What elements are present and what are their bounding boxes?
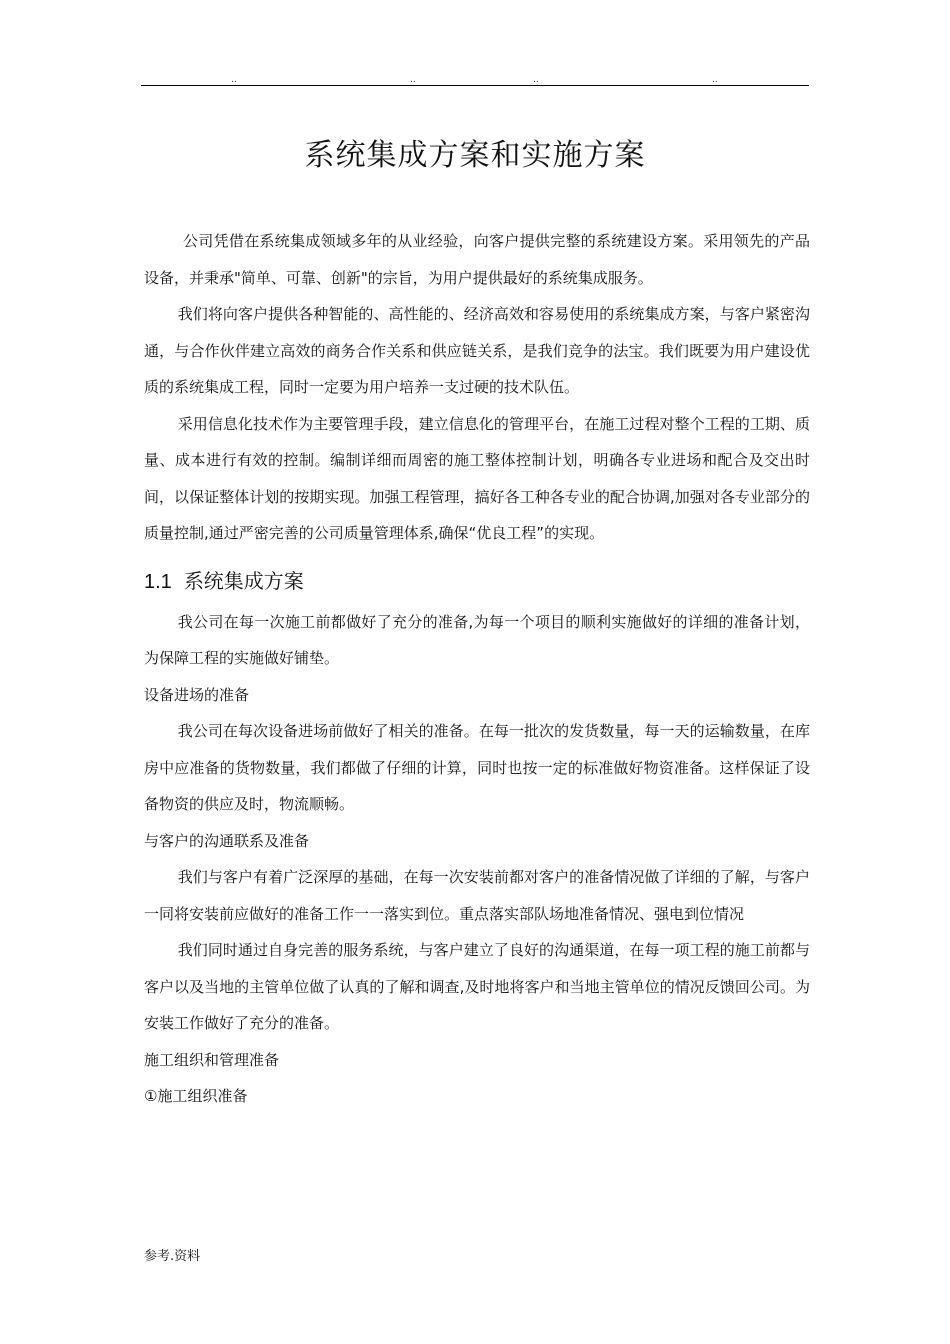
document-body [144,223,810,1115]
document-title: 系统集成方案和实施方案 [304,138,646,173]
client-paragraph: 我们与客户有着广泛深厚的基础，在每一次安装前都对客户的准备情况做了详细的了解，与客户一同将安装前应做好的准备工作一一落实到位。重点落实部队场地准备情况、强电到位情况 [144,868,810,923]
equipment-heading: 设备进场的准备 [144,685,250,704]
header-mark: .. [712,75,718,85]
page-footer: 参考.资料 [144,1249,201,1264]
header-rule [141,85,809,86]
intro-paragraph: 采用信息化技术作为主要管理手段，建立信息化的管理平台，在施工过程对整个工程的工期、质量、成本进行有效的控制。编制详细而周密的施工整体控制计划，明确各专业进场和配合及交出时间，以保证整体计划的按期实现。加强工程管理，搞好各工种各专业的配合协调,加强对各专业部分的质量控制,通过严密完善的公司质量管理体系,确保“优良工程”的实现。 [144,414,810,542]
client-heading: 与客户的沟通联系及准备 [144,831,310,850]
header-mark: .. [533,75,539,85]
section-title: 系统集成方案 [183,570,304,593]
intro-paragraph: 公司凭借在系统集成领域多年的从业经验，向客户提供完整的系统建设方案。采用领先的产品设备，并秉承"简单、可靠、创新"的宗旨，为用户提供最好的系统集成服务。 [144,232,810,287]
intro-paragraph: 我们将向客户提供各种智能的、高性能的、经济高效和容易使用的系统集成方案，与客户紧密沟通，与合作伙伴建立高效的商务合作关系和供应链关系，是我们竞争的法宝。我们既要为用户建设优质的系统集成工程，同时一定要为用户培养一支过硬的技术队伍。 [144,305,810,396]
organization-subheading: ①施工组织准备 [144,1087,248,1105]
header-mark: .. [410,75,416,85]
organization-heading: 施工组织和管理准备 [144,1050,280,1069]
equipment-paragraph: 我公司在每次设备进场前做好了相关的准备。在每一批次的发货数量，每一天的运输数量，在库房中应准备的货物数量，我们都做了仔细的计算，同时也按一定的标准做好物资准备。这样保证了设备物资的供应及时，物流顺畅。 [144,722,810,813]
section-number: 1.1 [144,570,172,593]
section-heading [144,568,810,596]
header-mark: .. [231,75,237,85]
client-paragraph: 我们同时通过自身完善的服务系统，与客户建立了良好的沟通渠道，在每一项工程的施工前都与客户以及当地的主管单位做了认真的了解和调查,及时地将客户和当地主管单位的情况反馈回公司。为安装工作做好了充分的准备。 [144,941,810,1032]
section-intro-paragraph: 我公司在每一次施工前都做好了充分的准备,为每一个项目的顺利实施做好的详细的准备计划，为保障工程的实施做好铺垫。 [144,612,810,667]
